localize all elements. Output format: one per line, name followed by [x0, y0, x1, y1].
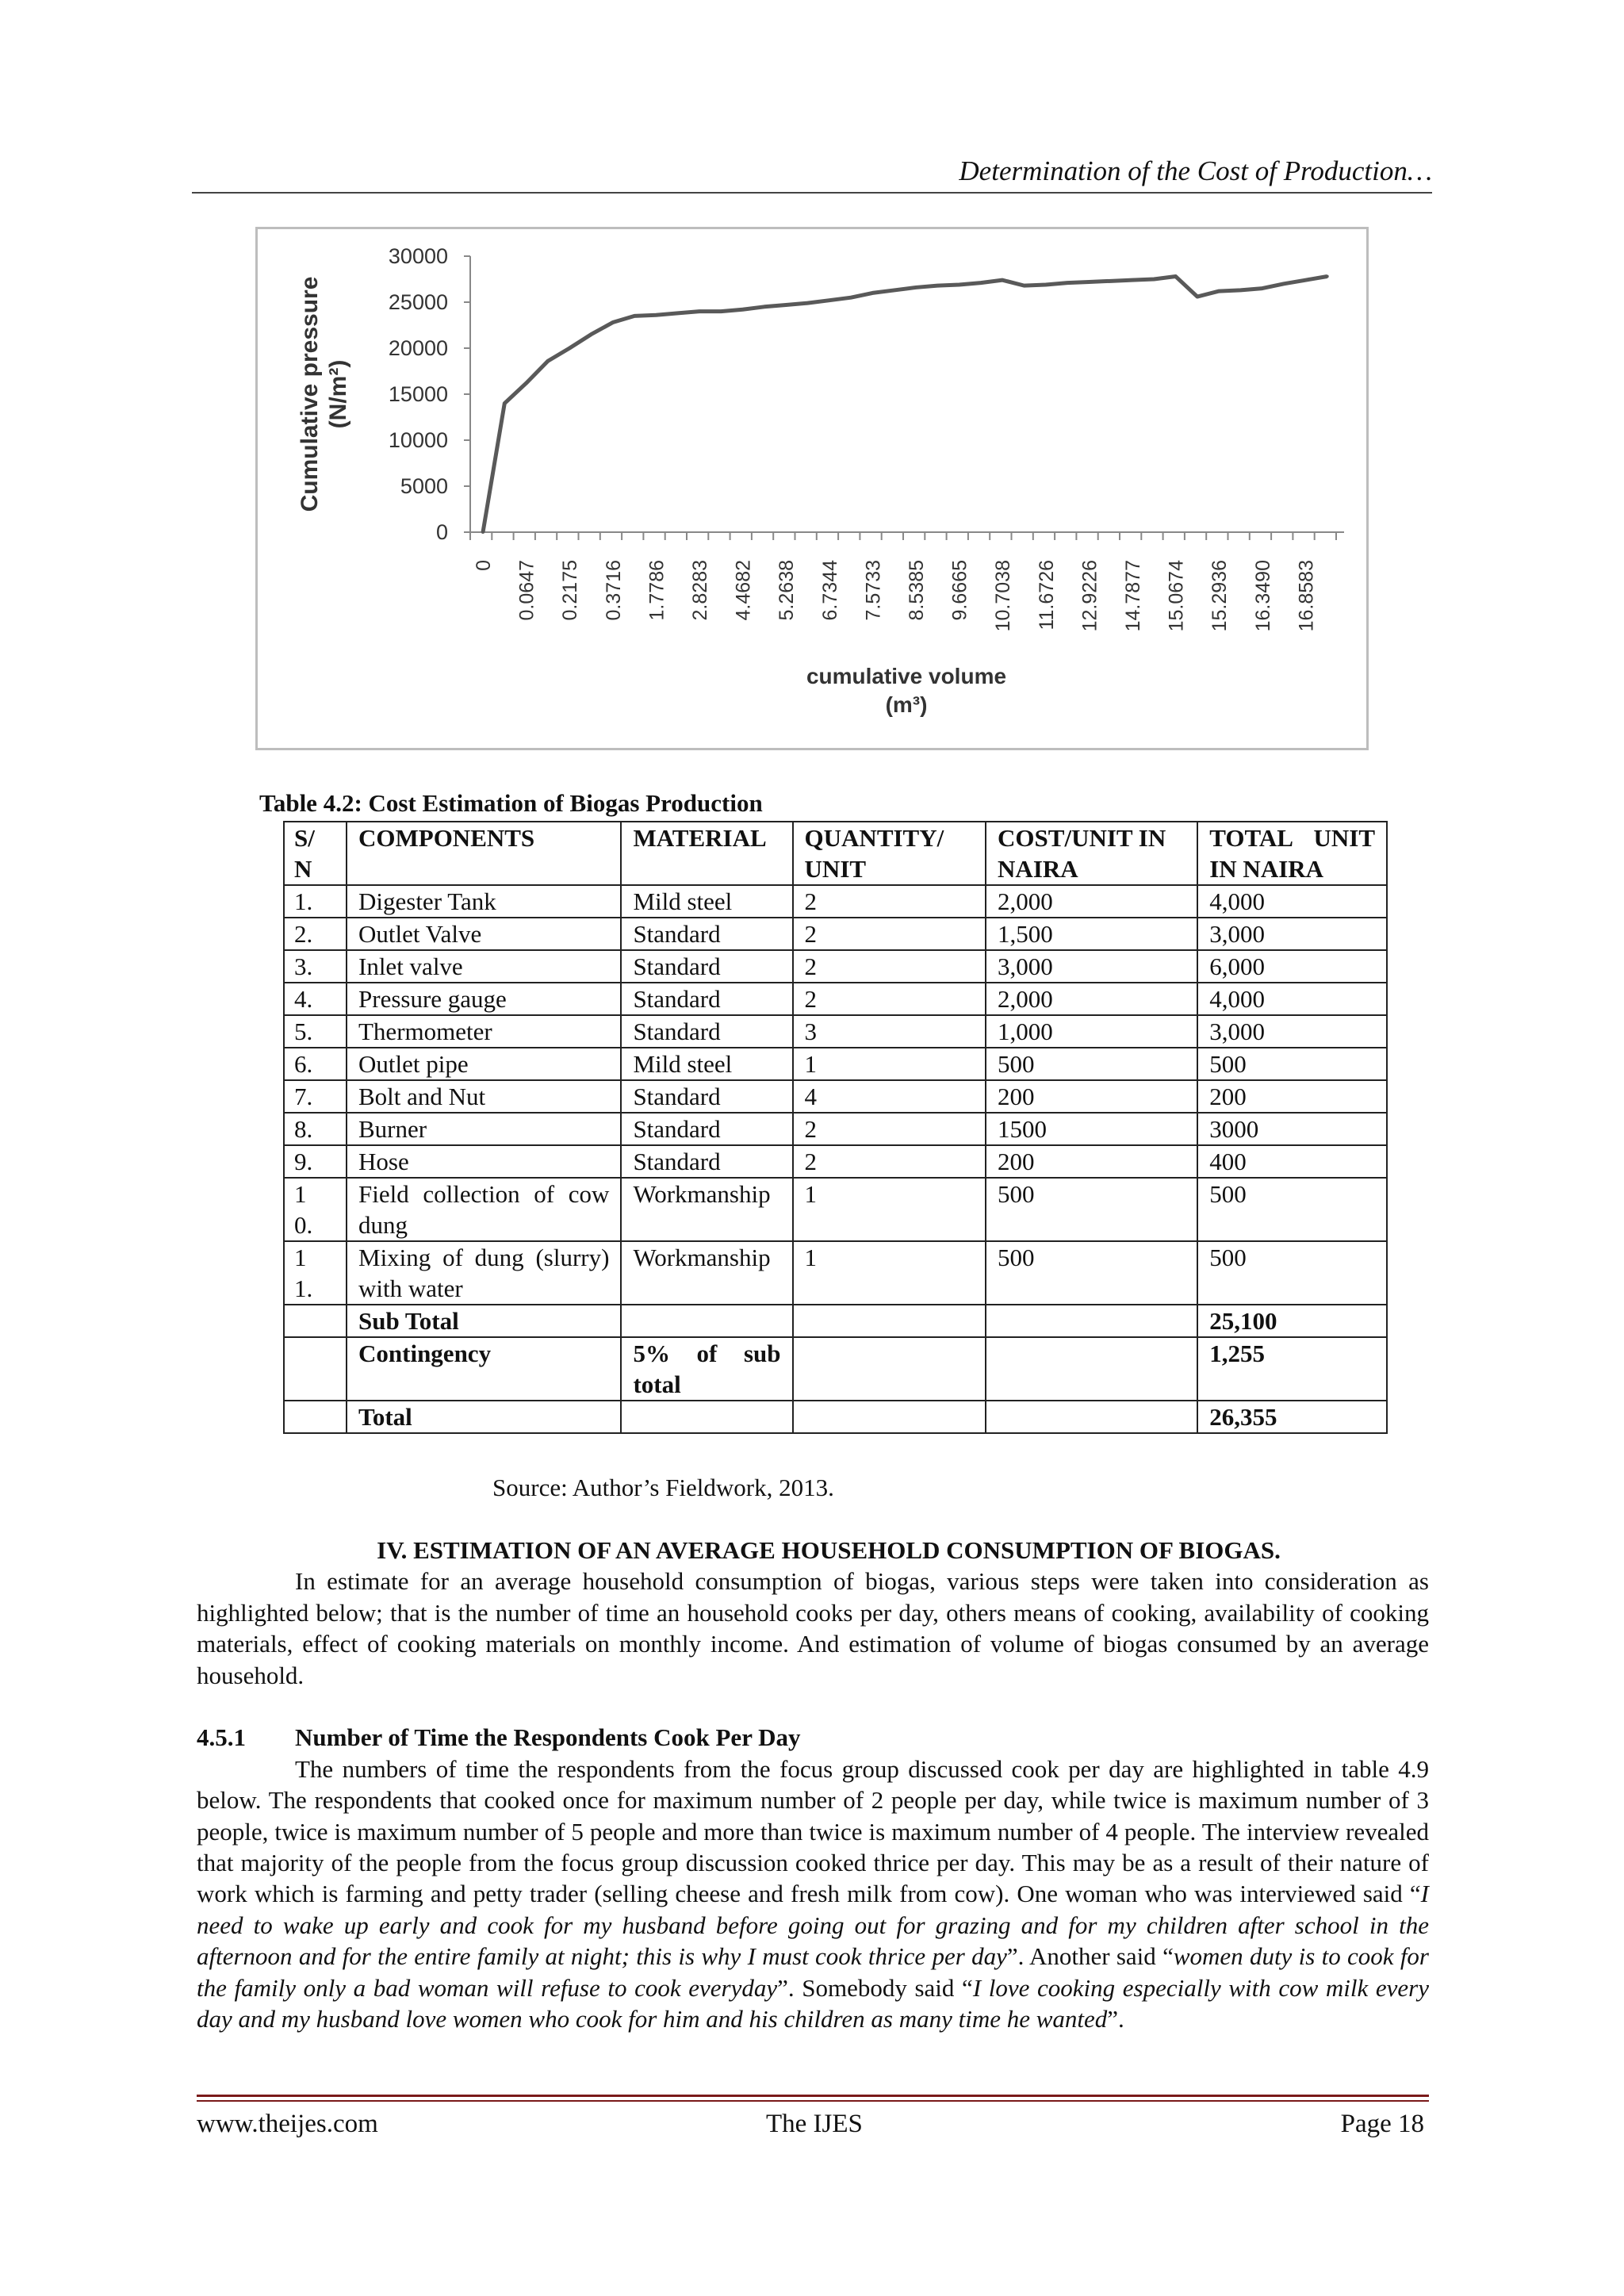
table-cell: Outlet pipe — [347, 1048, 621, 1080]
table-cell: 500 — [1197, 1048, 1387, 1080]
table-cell: 500 — [986, 1048, 1197, 1080]
x-tick-label: 0.0647 — [515, 560, 538, 621]
x-tick-label: 15.0674 — [1165, 560, 1188, 632]
x-tick-label: 1.7786 — [645, 560, 668, 621]
table-cell: Bolt and Nut — [347, 1080, 621, 1113]
table-row — [284, 885, 1387, 918]
table-cell: 1,500 — [986, 918, 1197, 950]
table-cell: 2 — [793, 983, 986, 1015]
x-tick-label: 15.2936 — [1208, 560, 1231, 632]
table-cell: 6,000 — [1197, 950, 1387, 983]
table-cell — [793, 1305, 986, 1337]
data-point — [546, 359, 550, 362]
x-tick-label: 5.2638 — [776, 560, 799, 621]
x-tick-label: 0.2175 — [559, 560, 582, 621]
data-point — [1001, 278, 1004, 282]
table-cell — [284, 1305, 347, 1337]
column-header: S/ N — [284, 822, 347, 885]
table-cell: 6. — [284, 1048, 347, 1080]
table-cell — [621, 1305, 792, 1337]
data-point — [1131, 278, 1134, 282]
x-tick-label: 2.8283 — [689, 560, 711, 621]
data-point — [1109, 279, 1113, 282]
table-cell — [793, 1337, 986, 1401]
data-point — [828, 299, 831, 302]
table-cell: 2 — [793, 950, 986, 983]
data-point — [1304, 278, 1307, 282]
table-cell — [284, 1401, 347, 1433]
table-cell: 5. — [284, 1015, 347, 1048]
table-cell: Thermometer — [347, 1015, 621, 1048]
table-cell: Contingency — [347, 1337, 621, 1401]
data-point — [719, 310, 722, 313]
data-point — [914, 286, 917, 289]
table-cell: 7. — [284, 1080, 347, 1113]
table-cell: 500 — [986, 1241, 1197, 1305]
table-cell: 3000 — [1197, 1113, 1387, 1145]
column-header: QUANTITY/ UNIT — [793, 822, 986, 885]
x-tick-label: 7.5733 — [862, 560, 885, 621]
table-cell: 8. — [284, 1113, 347, 1145]
table-cell: 26,355 — [1197, 1401, 1387, 1433]
footer-page-number: Page 18 — [1340, 2110, 1424, 2138]
table-cell: 2,000 — [986, 983, 1197, 1015]
table-cell: 1 — [793, 1048, 986, 1080]
table-cell: Workmanship — [621, 1241, 792, 1305]
table-cell: Field collection of cow dung — [347, 1178, 621, 1241]
table-cell: Mild steel — [621, 885, 792, 918]
data-point — [698, 310, 701, 313]
table-cell — [986, 1401, 1197, 1433]
table-caption: Table 4.2: Cost Estimation of Biogas Production — [259, 789, 763, 817]
table-row — [284, 983, 1387, 1015]
x-tick-label: 16.3490 — [1251, 560, 1274, 632]
footer-rule — [197, 2095, 1429, 2102]
y-tick-label: 20000 — [388, 336, 448, 360]
table-cell: 1500 — [986, 1113, 1197, 1145]
table-cell: Inlet valve — [347, 950, 621, 983]
column-header: COMPONENTS — [347, 822, 621, 885]
paragraph-text: ”. — [1107, 2005, 1124, 2033]
data-point — [654, 313, 657, 316]
table-cell: 2 — [793, 1145, 986, 1178]
table-header-row — [284, 822, 1387, 885]
table-cell: Standard — [621, 983, 792, 1015]
data-point — [1217, 289, 1220, 293]
table-cell — [986, 1337, 1197, 1401]
table-cell: 11. — [284, 1241, 347, 1305]
x-axis-title: cumulative volume — [806, 664, 1007, 688]
table-cell: 25,100 — [1197, 1305, 1387, 1337]
section-heading: IV. ESTIMATION OF AN AVERAGE HOUSEHOLD CONSUMPTION OF BIOGAS. — [377, 1536, 1281, 1564]
table-row — [284, 950, 1387, 983]
table-cell: 1,255 — [1197, 1337, 1387, 1401]
column-header: COST/UNIT IN NAIRA — [986, 822, 1197, 885]
table-source: Source: Author’s Fieldwork, 2013. — [492, 1474, 834, 1501]
x-tick-label: 16.8583 — [1295, 560, 1318, 632]
table-row — [284, 1015, 1387, 1048]
table-row — [284, 918, 1387, 950]
data-point — [936, 284, 939, 287]
x-tick-label: 0.3716 — [602, 560, 625, 621]
cooking-paragraph — [197, 1754, 1429, 2035]
table-cell: Standard — [621, 1145, 792, 1178]
table-cell: 10. — [284, 1178, 347, 1241]
data-point — [958, 283, 961, 286]
x-tick-label: 11.6726 — [1035, 560, 1058, 631]
data-point — [611, 321, 615, 324]
data-point — [633, 314, 636, 317]
table-row — [284, 1113, 1387, 1145]
table-row — [284, 1178, 1387, 1241]
y-tick-label: 30000 — [388, 244, 448, 268]
data-point — [503, 402, 506, 405]
interview-quote: women duty is to cook for the family only a bad woman will refuse to cook everyday — [197, 1942, 1429, 2002]
table-cell: Standard — [621, 950, 792, 983]
table-cell: Hose — [347, 1145, 621, 1178]
table-cell: Outlet Valve — [347, 918, 621, 950]
subsection-heading — [197, 1722, 1429, 1753]
x-tick-label: 9.6665 — [948, 560, 971, 621]
running-title: Determination of the Cost of Production… — [959, 155, 1432, 186]
table-cell: 3,000 — [986, 950, 1197, 983]
summary-row — [284, 1401, 1387, 1433]
table-cell: Standard — [621, 1080, 792, 1113]
table-cell: Standard — [621, 1015, 792, 1048]
table-cell: 1 — [793, 1241, 986, 1305]
pressure-line — [483, 277, 1327, 532]
table-cell: Mild steel — [621, 1048, 792, 1080]
data-point — [784, 303, 787, 306]
table-cell: 400 — [1197, 1145, 1387, 1178]
subsection-title: Number of Time the Respondents Cook Per Day — [295, 1723, 801, 1752]
table-cell: 1,000 — [986, 1015, 1197, 1048]
x-axis-unit: (m³) — [885, 692, 928, 717]
data-point — [1196, 295, 1199, 298]
y-axis-title: Cumulative pressure — [297, 276, 323, 512]
body-text — [197, 1535, 1429, 2034]
table-cell: 1. — [284, 885, 347, 918]
data-point — [590, 333, 593, 336]
x-tick-label: 12.9226 — [1078, 560, 1101, 632]
x-tick-label: 8.5385 — [906, 560, 928, 621]
table-row — [284, 1145, 1387, 1178]
y-tick-label: 0 — [435, 520, 448, 544]
interview-quote: I love cooking especially with cow milk every day and my husband love women who cook for him and his children as many time he wanted — [197, 1973, 1429, 2033]
table-cell: 200 — [986, 1080, 1197, 1113]
summary-row — [284, 1337, 1387, 1401]
data-point — [806, 301, 810, 305]
cost-estimation-table — [283, 821, 1388, 1434]
paragraph-text: ”. Another said “ — [1006, 1942, 1174, 1971]
data-point — [525, 381, 528, 385]
table-cell: 4,000 — [1197, 983, 1387, 1015]
data-point — [1282, 282, 1285, 286]
table-cell: 200 — [986, 1145, 1197, 1178]
table-cell: 2 — [793, 1113, 986, 1145]
data-point — [849, 296, 852, 299]
x-tick-label: 6.7344 — [818, 560, 841, 621]
pressure-volume-chart — [0, 0, 1624, 793]
footer-journal: The IJES — [766, 2110, 863, 2138]
table-cell: 3,000 — [1197, 918, 1387, 950]
table-cell: Standard — [621, 918, 792, 950]
table-row — [284, 1048, 1387, 1080]
table-cell: 2,000 — [986, 885, 1197, 918]
table-cell: 500 — [1197, 1178, 1387, 1241]
data-point — [481, 531, 485, 534]
table-cell: 3. — [284, 950, 347, 983]
table-cell: 3 — [793, 1015, 986, 1048]
table-cell: Standard — [621, 1113, 792, 1145]
paragraph-text: The numbers of time the respondents from the focus group discussed cook per day are highlighted in table 4.9 below. The respondents that cooked once for maximum number of 2 people per day, while twice is maximum number of 3 people, twice is maximum number of 5 people and more than twice is maximum number of 4 people. The interview revealed that majority of the people from the focus group discussion cooked thrice per day. This may be as a result of their nature of work which is farming and petty trader (selling cheese and fresh milk from cow). One woman who was interviewed said “ — [197, 1754, 1429, 1908]
x-tick-label: 10.7038 — [992, 560, 1015, 632]
table-row — [284, 1241, 1387, 1305]
table-cell: 4 — [793, 1080, 986, 1113]
table-cell — [986, 1305, 1197, 1337]
table-cell: Sub Total — [347, 1305, 621, 1337]
paragraph-text: ”. Somebody said “ — [777, 1973, 973, 2002]
table-row — [284, 1080, 1387, 1113]
data-point — [568, 347, 571, 350]
data-point — [1044, 283, 1048, 286]
table-cell — [621, 1401, 792, 1433]
data-point — [1152, 278, 1155, 281]
x-tick-label: 0 — [473, 560, 495, 571]
y-axis-unit: (N/m²) — [325, 359, 351, 429]
table-cell: 200 — [1197, 1080, 1387, 1113]
table-cell: 5% of sub total — [621, 1337, 792, 1401]
table-cell: Digester Tank — [347, 885, 621, 918]
data-point — [763, 305, 766, 309]
x-tick-label: 14.7877 — [1122, 560, 1144, 632]
data-point — [871, 291, 874, 294]
subsection-number: 4.5.1 — [197, 1723, 246, 1752]
table-cell: Total — [347, 1401, 621, 1433]
y-tick-label: 25000 — [388, 290, 448, 314]
table-cell: 4. — [284, 983, 347, 1015]
table-cell: 2. — [284, 918, 347, 950]
table-cell: 500 — [1197, 1241, 1387, 1305]
table-cell: Workmanship — [621, 1178, 792, 1241]
data-point — [741, 308, 745, 311]
column-header: MATERIAL — [621, 822, 792, 885]
table-cell: Mixing of dung (slurry) with water — [347, 1241, 621, 1305]
data-point — [1066, 282, 1069, 285]
data-point — [1261, 287, 1264, 290]
y-tick-label: 10000 — [388, 428, 448, 452]
data-point — [893, 289, 896, 292]
table-cell: 2 — [793, 918, 986, 950]
data-point — [979, 282, 982, 285]
column-header: TOTAL UNIT IN NAIRA — [1197, 822, 1387, 885]
data-point — [1023, 284, 1026, 287]
table-cell — [284, 1337, 347, 1401]
table-cell: 500 — [986, 1178, 1197, 1241]
table-cell: Burner — [347, 1113, 621, 1145]
y-tick-label: 15000 — [388, 382, 448, 406]
data-point — [1326, 275, 1329, 278]
table-cell: Pressure gauge — [347, 983, 621, 1015]
table-cell: 9. — [284, 1145, 347, 1178]
y-tick-label: 5000 — [400, 474, 448, 498]
table-cell: 3,000 — [1197, 1015, 1387, 1048]
table-cell: 1 — [793, 1178, 986, 1241]
summary-row — [284, 1305, 1387, 1337]
data-point — [1087, 280, 1090, 283]
table-cell — [793, 1401, 986, 1433]
intro-paragraph: In estimate for an average household consumption of biogas, various steps were taken into consideration as highlighted below; that is the number of time an household cooks per day, others means of cooking, availability of cooking materials, effect of cooking materials on monthly income. And estimation of volume of biogas consumed by an average household. — [197, 1567, 1429, 1689]
data-point — [1174, 275, 1178, 278]
table-cell: 2 — [793, 885, 986, 918]
interview-quote: I need to wake up early and cook for my husband before going out for grazing and for my children after school in the afternoon and for the entire family at night; this is why I must cook thrice per day — [197, 1880, 1429, 1971]
table-cell: 4,000 — [1197, 885, 1387, 918]
footer-website: www.theijes.com — [197, 2110, 378, 2138]
x-tick-label: 4.4682 — [732, 560, 755, 621]
data-point — [676, 312, 680, 315]
data-point — [1239, 289, 1243, 292]
